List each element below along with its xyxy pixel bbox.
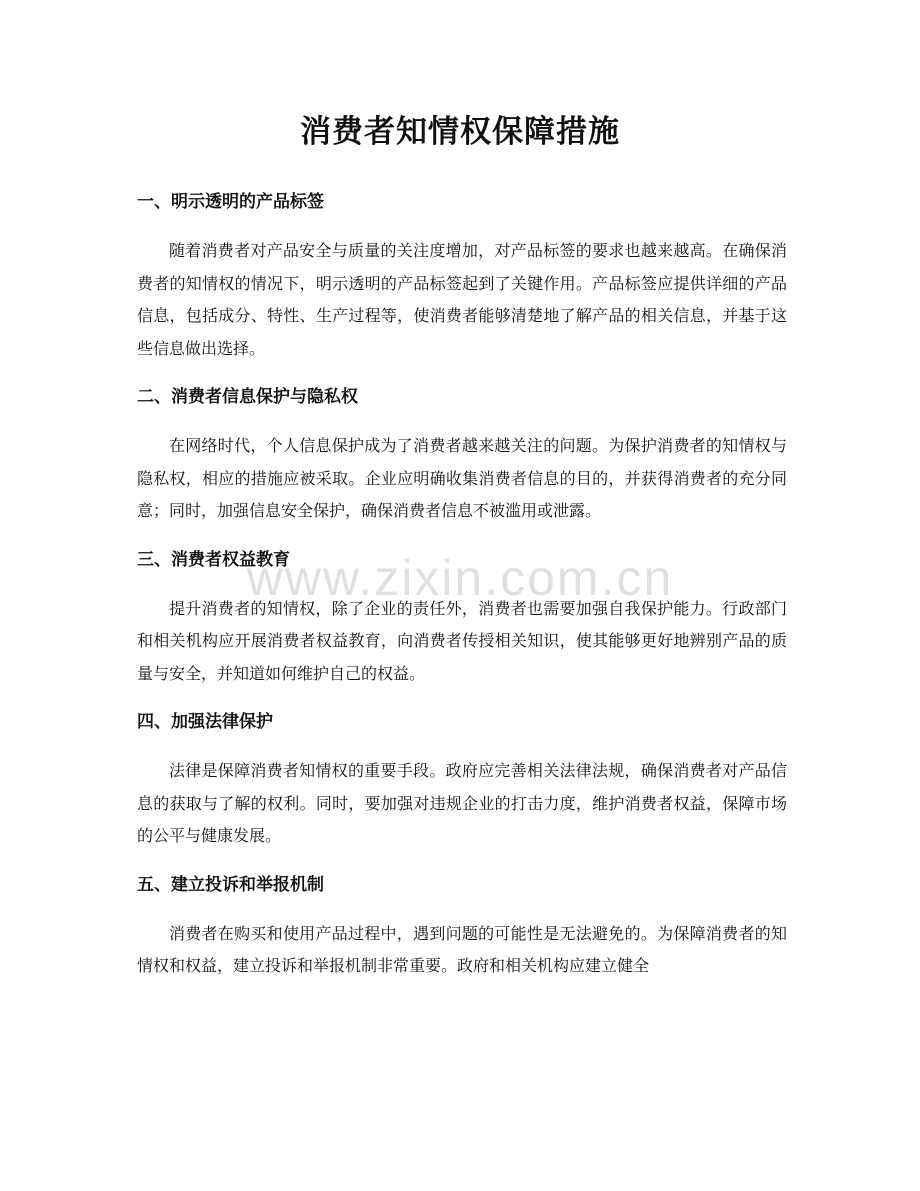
section-heading-5: 五、建立投诉和举报机制 — [137, 874, 324, 895]
section-paragraph-1: 随着消费者对产品安全与质量的关注度增加，对产品标签的要求也越来越高。在确保消费者的知情权的情况下，明示透明的产品标签起到了关键作用。产品标签应提供详细的产品信息，包括成分、特性、生产过程等，使消费者能够清楚地了解产品的相关信息，并基于这些信息做出选择。 — [137, 241, 787, 358]
section-heading-2: 二、消费者信息保护与隐私权 — [137, 387, 358, 407]
watermark: www.zixin.com.cn — [246, 550, 674, 606]
section-paragraph-5: 消费者在购买和使用产品过程中，遇到问题的可能性是无法避免的。为保障消费者的知情权和权益，建立投诉和举报机制非常重要。政府和相关机构应建立健全 — [137, 923, 787, 975]
section-paragraph-4: 法律是保障消费者知情权的重要手段。政府应完善相关法律法规，确保消费者对产品信息的获取与了解的权利。同时，要加强对违规企业的打击力度，维护消费者权益，保障市场的公平与健康发展。 — [137, 761, 787, 845]
section-heading-1: 一、明示透明的产品标签 — [137, 192, 324, 212]
section-heading-3: 三、消费者权益教育 — [137, 549, 290, 570]
document-title: 消费者知情权保障措施 — [300, 114, 620, 150]
section-heading-4: 四、加强法律保护 — [137, 712, 273, 732]
document-body — [137, 182, 787, 995]
section-paragraph-2: 在网络时代，个人信息保护成为了消费者越来越关注的问题。为保护消费者的知情权与隐私权，相应的措施应被采取。企业应明确收集消费者信息的目的，并获得消费者的充分同意；同时，加强信息安全保护，确保消费者信息不被滥用或泄露。 — [137, 436, 787, 520]
section-paragraph-3: 提升消费者的知情权，除了企业的责任外，消费者也需要加强自我保护能力。行政部门和相关机构应开展消费者权益教育，向消费者传授相关知识，使其能够更好地辨别产品的质量与安全，并知道如何维护自己的权益。 — [137, 598, 787, 683]
